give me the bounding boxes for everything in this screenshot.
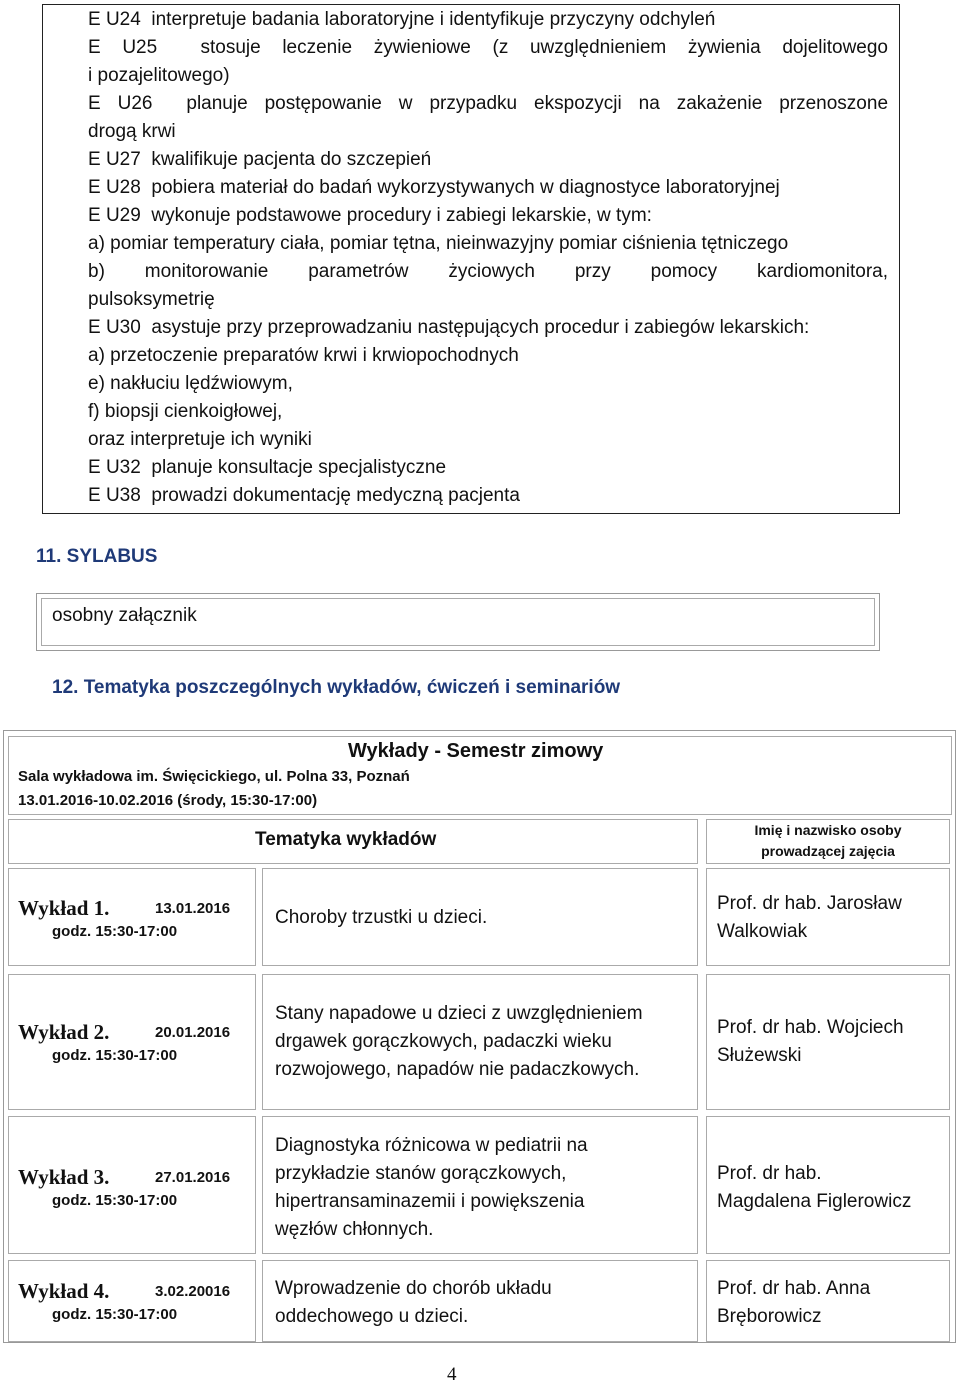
lecture-2-topic: Stany napadowe u dzieci z uwzględnieniem drgawek gorączkowych, padaczki wieku rozwojowego, napadów nie padaczkowych. bbox=[275, 1003, 643, 1080]
lecture-2-date: 20.01.2016 bbox=[155, 1024, 231, 1041]
lecture-3-topic: Diagnostyka różnicowa w pediatrii na przykładzie stanów gorączkowych, hipertransaminazemii i powiększenia węzłów chłonnych. bbox=[275, 1135, 588, 1240]
outcome-e-u38: E U38 prowadzi dokumentację medyczną pacjenta bbox=[88, 485, 520, 506]
outcome-e-u32: E U32 planuje konsultacje specjalistyczne bbox=[88, 457, 447, 478]
lecture-1-topic: Choroby trzustki u dzieci. bbox=[275, 907, 488, 928]
topics-heading: 12. Tematyka poszczególnych wykładów, ćwiczeń i seminariów bbox=[52, 677, 621, 698]
outcome-e-u30-f: f) biopsji cienkoigłowej, bbox=[88, 401, 283, 422]
lectures-venue: Sala wykładowa im. Święcickiego, ul. Polna 33, Poznań bbox=[18, 768, 410, 785]
outcome-e-u26-cont: drogą krwi bbox=[88, 121, 176, 142]
outcome-e-u29: E U29 wykonuje podstawowe procedury i zabiegi lekarskie, w tym: bbox=[88, 205, 652, 226]
lecture-2-person: Prof. dr hab. Wojciech Służewski bbox=[717, 1017, 904, 1066]
outcome-e-u27: E U27 kwalifikuje pacjenta do szczepień bbox=[88, 149, 432, 170]
lecture-1-date: 13.01.2016 bbox=[155, 900, 231, 917]
outcome-e-u24: E U24 interpretuje badania laboratoryjne i identyfikuje przyczyny odchyleń bbox=[88, 9, 716, 30]
lectures-title: Wykłady - Semestr zimowy bbox=[348, 740, 604, 762]
lecture-1-time: godz. 15:30-17:00 bbox=[52, 923, 178, 940]
lectures-dates: 13.01.2016-10.02.2016 (środy, 15:30-17:00) bbox=[18, 792, 318, 809]
lecture-4-date: 3.02.20016 bbox=[155, 1283, 231, 1300]
page-number: 4 bbox=[447, 1364, 457, 1385]
lecture-3-person: Prof. dr hab. Magdalena Figlerowicz bbox=[717, 1163, 912, 1212]
lecture-3-date: 27.01.2016 bbox=[155, 1169, 231, 1186]
outcome-e-u26: E U26 planuje postępowanie w przypadku ekspozycji na zakażenie przenoszone bbox=[88, 93, 889, 114]
outcome-e-u25-cont: i pozajelitowego) bbox=[88, 65, 230, 86]
lecture-2-label: Wykład 2. bbox=[18, 1020, 110, 1044]
outcome-e-u29-b: b) monitorowanie parametrów życiowych przy pomocy kardiomonitora, bbox=[88, 261, 888, 282]
lecture-1-label: Wykład 1. bbox=[18, 896, 110, 920]
lecture-2-time: godz. 15:30-17:00 bbox=[52, 1047, 178, 1064]
person-column-header-line2: prowadzącej zajęcia bbox=[761, 843, 895, 859]
lecture-4-label: Wykład 4. bbox=[18, 1279, 110, 1303]
topic-column-header: Tematyka wykładów bbox=[255, 829, 437, 850]
syllabus-value: osobny załącznik bbox=[52, 605, 197, 626]
syllabus-heading: 11. SYLABUS bbox=[36, 546, 158, 567]
outcome-e-u30: E U30 asystuje przy przeprowadzaniu następujących procedur i zabiegów lekarskich: bbox=[88, 317, 810, 338]
outcome-e-u28: E U28 pobiera materiał do badań wykorzystywanych w diagnostyce laboratoryjnej bbox=[88, 177, 780, 198]
outcome-e-u29-b-cont: pulsoksymetrię bbox=[88, 289, 215, 310]
outcome-e-u29-a: a) pomiar temperatury ciała, pomiar tętna, nieinwazyjny pomiar ciśnienia tętniczego bbox=[88, 233, 789, 254]
outcome-e-u30-cont: oraz interpretuje ich wyniki bbox=[88, 429, 312, 450]
lecture-4-time: godz. 15:30-17:00 bbox=[52, 1306, 178, 1323]
outcome-e-u25: E U25 stosuje leczenie żywieniowe (z uwzględnieniem żywienia dojelitowego bbox=[88, 37, 888, 58]
lecture-3-time: godz. 15:30-17:00 bbox=[52, 1192, 178, 1209]
lecture-4-topic: Wprowadzenie do chorób układu oddechowego u dzieci. bbox=[275, 1278, 552, 1327]
lecture-1-person: Prof. dr hab. Jarosław Walkowiak bbox=[717, 893, 902, 942]
outcome-e-u30-e: e) nakłuciu lędźwiowym, bbox=[88, 373, 293, 394]
lecture-4-person: Prof. dr hab. Anna Bręborowicz bbox=[717, 1278, 871, 1327]
outcome-e-u30-a: a) przetoczenie preparatów krwi i krwiopochodnych bbox=[88, 345, 519, 366]
person-column-header-line1: Imię i nazwisko osoby bbox=[754, 822, 902, 838]
lecture-3-label: Wykład 3. bbox=[18, 1165, 110, 1189]
